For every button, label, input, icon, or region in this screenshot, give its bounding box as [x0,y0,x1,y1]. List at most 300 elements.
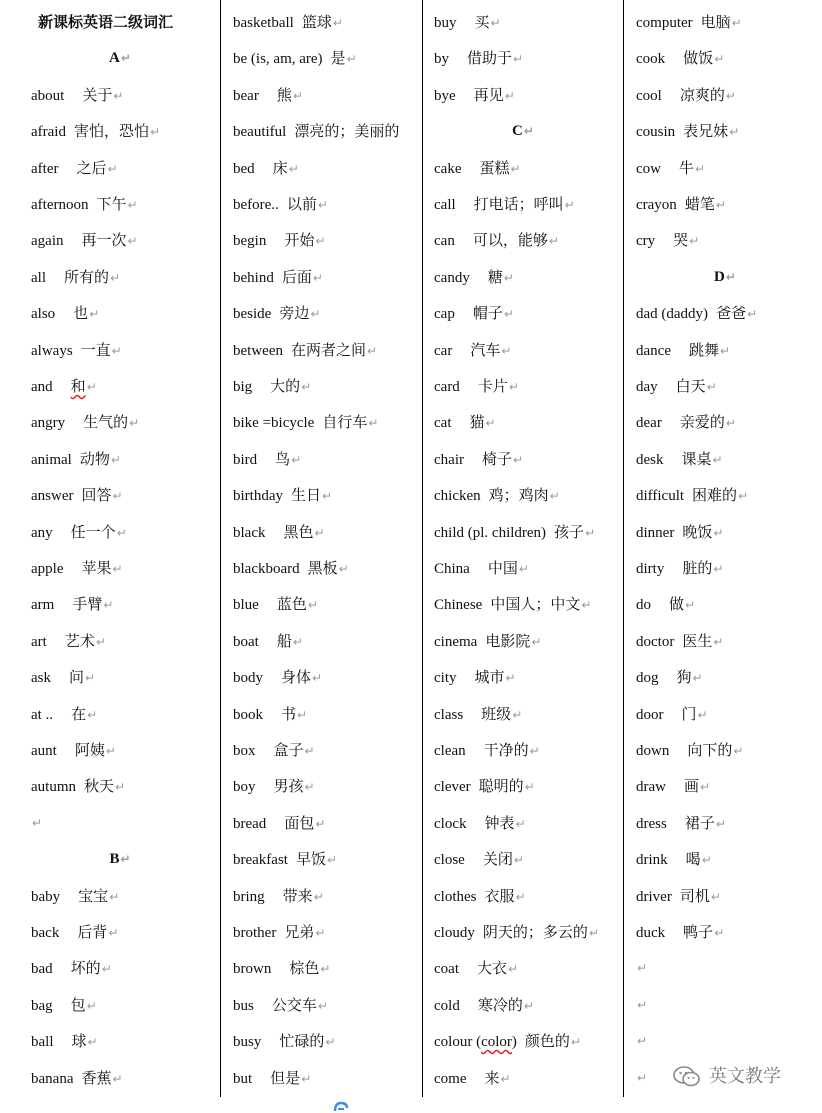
english-word: any [31,524,53,541]
paragraph-mark-icon: ↵ [87,1035,98,1050]
paragraph-mark-icon: ↵ [701,853,712,868]
english-word: bread [233,815,267,832]
chinese-meaning: 鸟 [275,449,291,468]
english-word: back [31,925,60,941]
vocab-entry [434,338,511,362]
paragraph-mark-icon: ↵ [112,489,123,504]
chinese-meaning: 篮球 [301,13,332,31]
chinese-meaning: 秋天 [84,777,115,796]
paragraph-mark-icon: ↵ [549,489,560,504]
chinese-meaning: 艺术 [64,631,95,650]
english-word: beautiful [233,124,287,141]
english-word: animal [31,451,72,468]
empty-paragraph [31,811,42,835]
paragraph-mark-icon: ↵ [87,707,98,722]
paragraph-mark-icon: ↵ [315,816,326,831]
english-word: desk [636,451,664,468]
vocab-entry [434,447,523,471]
english-word: dog [636,670,659,687]
chinese-meaning: 生日 [291,486,322,505]
chinese-meaning: 钟表 [484,813,515,832]
vocab-entry [31,1066,123,1090]
paragraph-mark-icon: ↵ [725,88,736,103]
paragraph-mark-icon: ↵ [508,962,519,977]
vocab-entry [434,265,514,289]
vocab-entry [636,338,730,362]
vocab-entry [434,702,522,726]
paragraph-mark-icon: ↵ [127,234,138,249]
english-word: driver [636,888,672,905]
chinese-meaning: 衣服 [484,886,515,905]
paragraph-mark-icon: ↵ [310,307,321,322]
paragraph-mark-icon: ↵ [326,853,338,868]
vocab-entry [233,447,301,471]
paragraph-mark-icon: ↵ [115,780,126,795]
chinese-meaning: 棕色 [289,959,320,978]
vocab-entry [233,811,325,835]
vocab-entry [434,665,516,689]
chinese-meaning: 白天 [675,377,706,395]
english-word: at .. [31,706,54,723]
chinese-meaning: 大的 [270,377,301,395]
chinese-meaning: 早饭 [295,850,326,869]
chinese-meaning: 来 [484,1068,500,1087]
watermark [673,1060,781,1094]
vocab-entry [636,119,739,143]
vocab-entry [434,920,599,944]
paragraph-mark-icon: ↵ [513,452,524,467]
empty-paragraph [636,1066,647,1090]
paragraph-mark-icon: ↵ [367,343,378,358]
vocab-entry [31,884,119,908]
paragraph-mark-icon: ↵ [529,744,540,758]
vocab-entry [434,629,541,653]
paragraph-mark-icon: ↵ [315,926,326,940]
english-word: begin [233,233,267,250]
english-word: ask [31,670,51,687]
paragraph-mark-icon: ↵ [725,269,736,284]
chinese-meaning: 香蕉 [81,1068,112,1087]
paragraph-mark-icon: ↵ [715,816,726,831]
english-word: behind [233,269,274,286]
english-word: beside [233,306,272,323]
english-word: call [434,197,456,213]
english-word: computer [636,15,693,31]
chinese-meaning: 做饭 [683,49,714,68]
chinese-meaning: 中国 [487,559,518,577]
chinese-meaning: 球 [71,1032,87,1051]
chinese-meaning: 坏的 [70,959,101,978]
chinese-meaning: 椅子 [481,449,512,468]
vocab-column-1 [20,0,220,1100]
chinese-meaning: 蛋糕 [479,158,510,177]
chinese-meaning: 跳舞 [688,340,719,359]
chinese-meaning: 一直 [80,340,111,359]
chinese-meaning: 鸭子 [683,923,714,941]
chinese-meaning: 兄弟 [284,923,315,941]
chinese-meaning: 打电话；呼叫 [473,195,564,213]
chinese-meaning: 聪明的 [478,777,524,796]
paragraph-mark-icon: ↵ [523,124,534,139]
vocab-entry [31,993,97,1017]
english-word: always [31,342,73,359]
english-word: brown [233,961,272,978]
english-word: come [434,1070,467,1087]
chinese-meaning: 和 [70,377,86,395]
paragraph-mark-icon: ↵ [86,380,97,394]
english-word: cap [434,306,455,323]
paragraph-mark-icon: ↵ [86,998,97,1013]
paragraph-mark-icon: ↵ [113,88,124,103]
english-word: door [636,706,664,723]
vocab-entry [233,374,311,398]
english-word: about [31,87,65,104]
chinese-meaning: 寒冷的 [477,995,523,1014]
paragraph-mark-icon: ↵ [105,744,116,758]
paragraph-mark-icon: ↵ [112,1071,123,1086]
vocab-entry [636,10,742,34]
vocab-entry [434,520,595,544]
paragraph-mark-icon: ↵ [297,707,308,722]
vocab-entry [31,483,123,507]
english-word: apple [31,561,64,577]
english-word: autumn [31,779,76,796]
english-word: China [434,561,470,577]
english-word: but [233,1070,253,1087]
english-word: bed [233,160,255,177]
english-word: cry [636,233,656,250]
english-word: brother [233,925,277,941]
paragraph-mark-icon: ↵ [129,416,140,431]
english-word: baby [31,888,61,905]
chinese-meaning: 手臂 [72,595,103,614]
vocab-entry [31,374,97,398]
paragraph-mark-icon: ↵ [89,307,100,322]
chinese-meaning: 脏的 [682,559,713,577]
paragraph-mark-icon: ↵ [531,634,542,649]
paragraph-mark-icon: ↵ [307,598,318,613]
vocab-entry [31,83,123,107]
vocab-column-2 [222,0,422,1100]
vocab-column-4 [625,0,820,1100]
vocab-entry [434,1066,511,1090]
english-word: duck [636,925,666,941]
vocab-entry [31,665,95,689]
english-word: doctor [636,633,675,650]
letter-header [625,265,822,289]
paragraph-mark-icon: ↵ [120,852,131,867]
vocab-entry [233,1029,335,1053]
letter-header [20,847,220,871]
empty-paragraph [636,993,647,1017]
english-word: blackboard [233,561,300,577]
english-word: cinema [434,633,478,650]
letter-header-text: A [109,50,120,67]
paragraph-mark-icon: ↵ [713,525,724,540]
english-word: cow [636,160,661,177]
english-word: book [233,706,263,723]
chinese-meaning: 大衣 [476,959,507,978]
english-word: big [233,379,253,395]
chinese-meaning: 带来 [282,886,313,905]
english-word: bus [233,997,254,1014]
vocab-entry [233,301,320,325]
paragraph-mark-icon: ↵ [338,562,349,576]
vocab-entry [31,920,118,944]
vocab-entry [636,192,726,216]
paragraph-mark-icon: ↵ [317,998,328,1013]
vocab-entry [434,10,501,34]
english-word: ball [31,1034,54,1051]
english-word: can [434,233,455,250]
letter-header [20,46,220,70]
paragraph-mark-icon: ↵ [320,962,331,977]
english-word: basketball [233,15,294,31]
english-word: drink [636,852,668,869]
chinese-meaning: 忙碌的 [279,1032,325,1051]
english-word: before.. [233,197,279,213]
column-divider [220,0,221,1097]
paragraph-mark-icon: ↵ [713,562,724,576]
chinese-meaning: 漂亮的；美丽的 [294,122,400,141]
chinese-meaning: 男孩 [273,777,304,796]
chinese-meaning: 牛 [679,158,695,177]
paragraph-mark-icon: ↵ [720,343,731,358]
english-word: be (is, am, are) [233,51,323,68]
english-word: close [434,852,465,869]
vocab-entry [636,592,695,616]
vocab-entry [233,665,322,689]
paragraph-mark-icon: ↵ [564,198,575,212]
paragraph-mark-icon: ↵ [713,634,724,649]
chinese-meaning: 但是 [270,1068,301,1087]
chinese-meaning: 开始 [284,231,315,250]
paragraph-mark-icon: ↵ [700,780,711,795]
english-word: cake [434,160,462,177]
paragraph-mark-icon: ↵ [585,525,596,540]
vocab-entry [233,993,328,1017]
paragraph-mark-icon: ↵ [304,780,315,795]
letter-header [423,119,623,143]
chinese-meaning: 画 [684,777,700,796]
paragraph-mark-icon: ↵ [103,598,114,613]
paragraph-mark-icon: ↵ [317,198,328,212]
vocab-entry [434,1029,581,1053]
paragraph-mark-icon: ↵ [695,161,706,176]
paragraph-mark-icon: ↵ [346,52,357,67]
chinese-meaning: 颜色的 [524,1032,570,1051]
english-word: difficult [636,488,685,505]
vocab-entry [31,556,123,580]
english-word: dad (daddy) [636,306,709,323]
vocab-entry [636,410,736,434]
chinese-meaning: 班级 [481,704,512,723]
vocab-entry [636,884,721,908]
english-word: angry [31,415,66,432]
paragraph-mark-icon: ↵ [738,489,749,504]
english-word: child (pl. children) [434,524,547,541]
english-word: also [31,306,56,323]
paragraph-mark-icon: ↵ [332,16,343,30]
paragraph-mark-icon: ↵ [515,889,526,904]
paragraph-mark-icon: ↵ [637,1034,648,1049]
paragraph-mark-icon: ↵ [508,380,519,394]
vocab-entry [434,592,591,616]
paragraph-mark-icon: ↵ [292,88,303,103]
vocab-entry [434,956,518,980]
vocab-entry [31,192,138,216]
paragraph-mark-icon: ↵ [513,853,524,868]
english-word: afraid [31,124,66,141]
vocab-entry [31,956,112,980]
vocab-entry [31,156,118,180]
english-word: Chinese [434,597,483,614]
chinese-meaning: 以前 [286,195,317,213]
english-word: boat [233,633,259,650]
vocab-entry [233,338,377,362]
english-word: card [434,379,460,395]
english-word: bad [31,961,53,978]
paragraph-mark-icon: ↵ [108,926,119,940]
vocab-entry [636,738,743,762]
chinese-meaning: 盒子 [273,741,304,759]
chinese-meaning: 亲爱的 [679,413,725,432]
vocab-entry [31,738,116,762]
paragraph-mark-icon: ↵ [301,380,312,394]
paragraph-mark-icon: ↵ [706,380,717,394]
paragraph-mark-icon: ↵ [689,234,700,249]
paragraph-mark-icon: ↵ [518,562,529,576]
english-word: cook [636,51,666,68]
chinese-meaning: 在 [71,704,87,723]
vocab-entry [233,774,315,798]
paragraph-mark-icon: ↵ [304,744,315,758]
vocab-entry [233,483,332,507]
paragraph-mark-icon: ↵ [313,889,324,904]
english-word: banana [31,1070,74,1087]
vocab-entry [233,192,328,216]
paragraph-mark-icon: ↵ [368,416,379,431]
paragraph-mark-icon: ↵ [729,125,740,140]
paragraph-mark-icon: ↵ [523,998,534,1013]
vocab-entry [434,374,519,398]
paragraph-mark-icon: ↵ [712,452,723,467]
paragraph-mark-icon: ↵ [112,562,123,576]
vocab-entry [434,410,496,434]
vocab-entry [636,483,748,507]
vocab-entry [31,702,97,726]
english-word: cloudy [434,925,475,941]
vocab-entry [636,556,723,580]
chinese-meaning: 帽子 [472,304,503,323]
paragraph-mark-icon: ↵ [510,161,521,176]
vocab-entry [434,738,540,762]
vocab-entry [434,483,560,507]
chinese-meaning: 身体 [281,668,312,687]
english-word: arm [31,597,55,614]
english-word: dear [636,415,662,432]
paragraph-mark-icon: ↵ [490,16,501,30]
english-word: breakfast [233,852,288,869]
letter-header-text: C [512,123,523,140]
vocab-entry [434,46,523,70]
english-word: boy [233,779,256,796]
vocab-entry [636,520,723,544]
paragraph-mark-icon: ↵ [512,707,523,722]
chinese-meaning: 生气的 [83,413,129,432]
paragraph-mark-icon: ↵ [515,816,526,831]
chinese-meaning: 任一个 [70,522,116,541]
empty-paragraph [636,1029,647,1053]
chinese-meaning: 害怕，恐怕 [73,122,149,141]
paragraph-mark-icon: ↵ [291,452,302,467]
empty-paragraph [636,956,647,980]
vocab-entry [636,774,710,798]
english-word: afternoon [31,197,89,213]
paragraph-mark-icon: ↵ [637,1070,648,1085]
english-word: dinner [636,524,675,541]
vocab-entry [233,702,307,726]
chinese-meaning: 中国人；中文 [490,595,581,614]
chinese-meaning: 后背 [77,923,108,941]
english-word: bring [233,888,265,905]
vocab-entry [31,228,138,252]
paragraph-mark-icon: ↵ [315,234,326,249]
paragraph-mark-icon: ↵ [312,671,323,686]
english-word: coat [434,961,459,978]
chinese-meaning: 困难的 [692,486,738,505]
letter-header-text: D [714,268,725,285]
vocab-entry [233,956,330,980]
vocab-entry [31,265,120,289]
paragraph-mark-icon: ↵ [747,307,758,322]
chinese-meaning: 喝 [685,850,701,869]
english-word: blue [233,597,259,614]
wechat-icon [673,1066,701,1088]
paragraph-mark-icon: ↵ [292,634,303,649]
chinese-meaning: 医生 [682,631,713,650]
vocab-entry [233,1066,311,1090]
vocab-entry [434,993,534,1017]
document-title: 新课标英语二级词汇 [38,13,174,31]
english-word: aunt [31,743,57,759]
vocab-entry [233,228,325,252]
paragraph-mark-icon: ↵ [637,997,648,1012]
chinese-meaning: 之后 [76,158,107,177]
english-word: colour (color) [434,1034,517,1051]
english-word: dress [636,815,667,832]
chinese-meaning: 凉爽的 [679,85,725,104]
vocab-column-3 [423,0,623,1100]
english-word: cousin [636,124,676,141]
vocab-entry [233,156,299,180]
vocab-entry [434,228,559,252]
paragraph-mark-icon: ↵ [314,525,325,540]
paragraph-mark-icon: ↵ [504,88,515,103]
english-word: cold [434,997,460,1014]
english-word: clock [434,815,467,832]
paragraph-mark-icon: ↵ [548,234,559,249]
english-word: bike =bicycle [233,415,315,432]
vocab-entry [434,301,514,325]
paragraph-mark-icon: ↵ [101,962,112,977]
paragraph-mark-icon: ↵ [524,780,535,795]
english-word: box [233,743,256,759]
paragraph-mark-icon: ↵ [570,1035,581,1050]
english-word: clothes [434,888,477,905]
english-word: candy [434,269,470,286]
vocab-entry [233,520,325,544]
